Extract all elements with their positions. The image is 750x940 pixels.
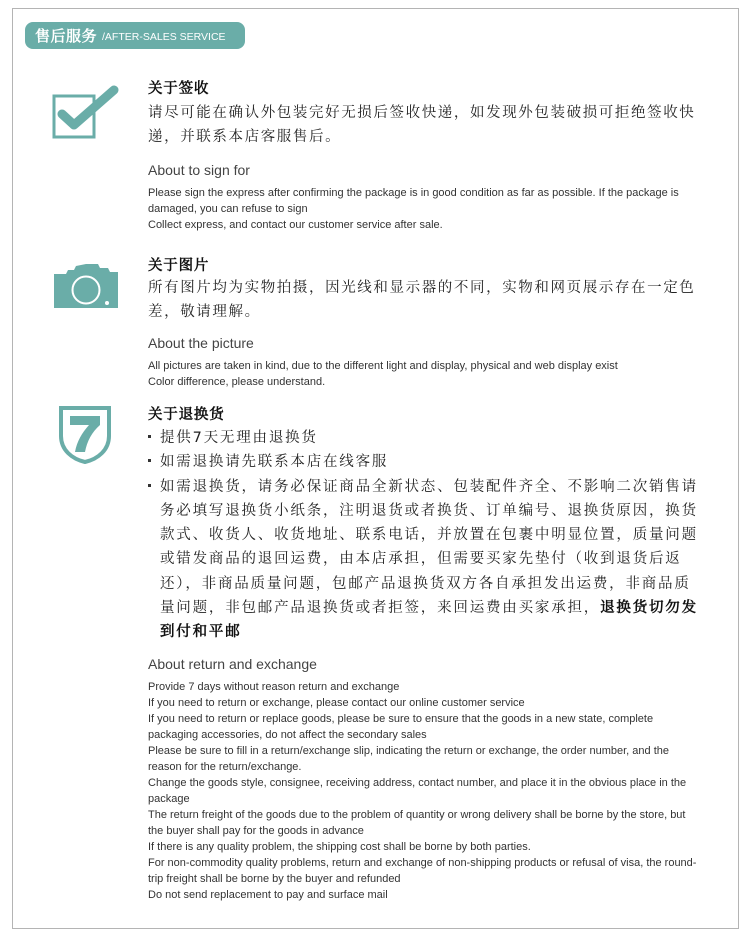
pictures-body-en-1: All pictures are taken in kind, due to the different light and display, physical and web display exist	[148, 360, 618, 372]
bullet-dot-icon	[148, 459, 151, 462]
pictures-title-zh: 关于图片	[148, 258, 210, 274]
returns-body-en: Provide 7 days without reason return and exchange If you need to return or exchange, please contact our online customer service If you need to return or replace goods, please be sure to ensure that the goods in a new state, complete packaging accessories, do not affect the secondary sales Please be sure to fill in a return/exchange slip, indicating the return or exchange, the order number, and the reason for the return/exchange. Change the goods style, consignee, receiving address, contact number, and place it in the obvious place in the package The return freight of the goods due to the problem of quantity or wrong delivery shall be borne by the store, but the buyer shall pay for the goods in advance If there is any quality problem, the shipping cost shall be borne by both parties. For non-commodity quality problems, return and exchange of non-shipping products or refusal of visa, the round-trip freight shall be borne by the buyer and refunded Do not send replacement to pay and surface mail	[148, 680, 697, 901]
seven-day-shield-icon	[58, 406, 112, 468]
signing-body-en-1: Please sign the express after confirming the package is in good condition as far as possible. If the package is damaged, you can refuse to sign	[148, 187, 679, 215]
signing-body-zh: 请尽可能在确认外包装完好无损后签收快递，如发现外包装破损可拒绝签收快递，并联系本店客服售后。	[148, 105, 696, 145]
section-header-badge	[25, 22, 245, 49]
signing-title-en: About to sign for	[148, 162, 250, 178]
header-title-en: /AFTER-SALES SERVICE	[102, 31, 226, 43]
returns-emphasis: 退换货切勿发到付和平邮	[160, 600, 698, 641]
bullet-dot-icon	[148, 484, 151, 487]
pictures-body-en-2: Color difference, please understand.	[148, 376, 326, 388]
returns-title-zh: 关于退换货	[148, 407, 225, 423]
bullet-dot-icon	[148, 435, 151, 438]
camera-icon	[52, 260, 122, 316]
returns-bullet-item: 提供7天无理由退换货	[148, 426, 703, 450]
returns-bullet-item: 如需退换货，请务必保证商品全新状态、包装配件齐全、不影响二次销售请务必填写退换货小纸条，注明退货或者换货、订单编号、退换货原因，换货款式、收货人、收货地址、联系电话，并放置在包裹中明显位置，质量问题或错发商品的退回运费，由本店承担，但需要买家先垫付（收到退货后返还），非商品质量问题，包邮产品退换货双方各自承担发出运费，非商品质量问题，非包邮产品退换货或者拒签，来回运费由买家承担，退换货切勿发到付和平邮	[148, 475, 703, 645]
header-title-zh: 售后服务	[35, 27, 98, 45]
pictures-body-zh: 所有图片均为实物拍摄，因光线和显示器的不同，实物和网页展示存在一定色差，敬请理解。	[148, 280, 696, 320]
pictures-title-en: About the picture	[148, 335, 254, 351]
signing-body-en-2: Collect express, and contact our customer service after sale.	[148, 219, 443, 231]
signing-title-zh: 关于签收	[148, 81, 210, 97]
returns-title-en: About return and exchange	[148, 655, 317, 672]
returns-bullet-item: 如需退换请先联系本店在线客服	[148, 450, 703, 474]
returns-bullet-list	[148, 426, 703, 645]
checkbox-check-icon	[52, 84, 122, 148]
